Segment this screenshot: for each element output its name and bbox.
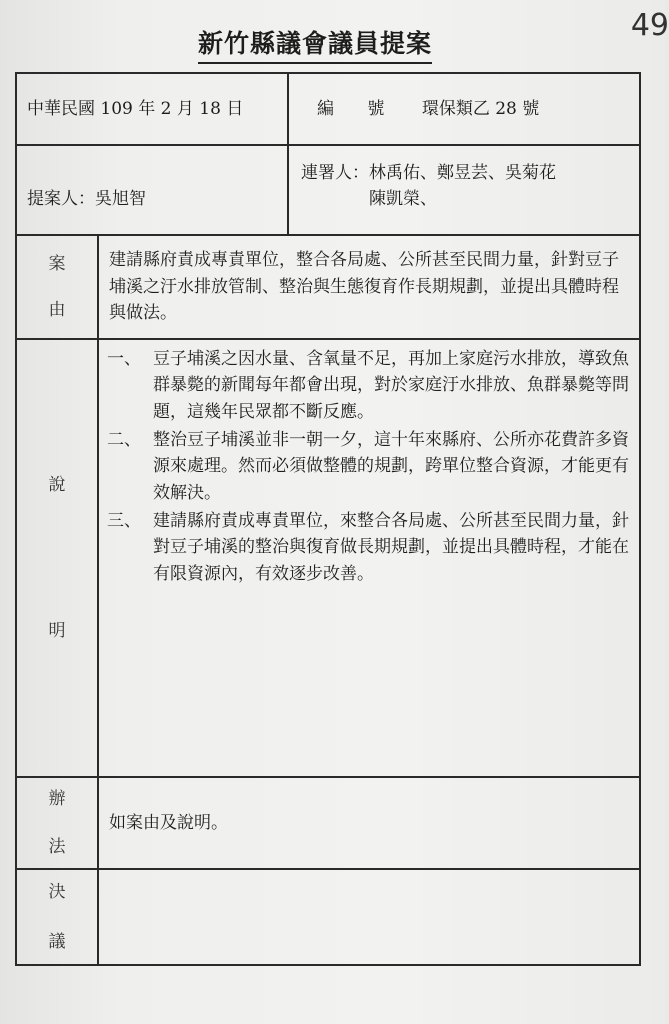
proposer-label: 提案人： bbox=[27, 188, 95, 209]
explanation-row bbox=[16, 339, 640, 777]
item-text: 豆子埔溪之因水量、含氧量不足，再加上家庭污水排放，導致魚群暴斃的新聞每年都會出現，對於家庭汙水排放、魚群暴斃等問題，這幾年民眾都不斷反應。 bbox=[153, 349, 629, 422]
explanation-item bbox=[107, 508, 629, 587]
reason-label-top: 案 bbox=[48, 253, 66, 274]
resolution-label-bottom: 議 bbox=[48, 932, 66, 952]
explanation-item bbox=[107, 427, 629, 506]
item-number: 三、 bbox=[107, 511, 141, 532]
number-label: 編 號 bbox=[317, 98, 399, 119]
explanation-item bbox=[107, 346, 629, 425]
cosigners-label: 連署人： bbox=[301, 163, 370, 183]
number-cell bbox=[288, 73, 640, 145]
method-label-bottom: 法 bbox=[48, 837, 66, 857]
proposer-cell bbox=[16, 145, 288, 235]
number-value: 環保類乙 28 號 bbox=[421, 98, 540, 119]
resolution-text bbox=[98, 869, 640, 965]
proposer-row bbox=[16, 145, 640, 235]
page-number: 49 bbox=[630, 8, 669, 43]
resolution-label-top: 決 bbox=[48, 881, 66, 902]
page-title: 新竹縣議會議員提案 bbox=[198, 24, 432, 64]
cosigners-cell bbox=[288, 145, 640, 235]
proposer-name: 吳旭智 bbox=[95, 188, 146, 209]
method-label-top: 辦 bbox=[48, 788, 66, 809]
reason-row bbox=[16, 235, 640, 339]
method-row bbox=[16, 777, 640, 869]
item-text: 建請縣府責成專責單位，來整合各局處、公所甚至民間力量，針對豆子埔溪的整治與復育做長期規劃，並提出具體時程，才能在有限資源內，有效逐步改善。 bbox=[153, 511, 629, 584]
method-text: 如案由及說明。 bbox=[98, 777, 640, 869]
resolution-label bbox=[16, 869, 98, 965]
method-label bbox=[16, 777, 98, 869]
resolution-row bbox=[16, 869, 640, 965]
date-number-row bbox=[16, 73, 640, 145]
explanation-label bbox=[16, 339, 98, 777]
reason-label-bottom: 由 bbox=[48, 300, 66, 320]
date-cell bbox=[16, 73, 288, 145]
cosigners-line-1: 林禹佑、鄭昱芸、吳菊花 bbox=[369, 163, 557, 183]
reason-label bbox=[16, 235, 98, 339]
proposal-date: 中華民國 109 年 2 月 18 日 bbox=[27, 98, 244, 119]
explanation-label-bottom: 明 bbox=[48, 621, 66, 641]
item-number: 一、 bbox=[107, 349, 141, 369]
cosigners-line-2: 陳凱榮、 bbox=[369, 189, 438, 210]
explanation-content bbox=[98, 339, 640, 777]
item-text: 整治豆子埔溪並非一朝一夕，這十年來縣府、公所亦花費許多資源來處理。然而必須做整體的規劃，跨單位整合資源，才能更有效解決。 bbox=[153, 430, 629, 503]
proposal-form-table bbox=[15, 72, 641, 966]
item-number: 二、 bbox=[107, 430, 141, 451]
reason-text: 建請縣府責成專責單位，整合各局處、公所甚至民間力量，針對豆子埔溪之汙水排放管制、整治與生態復育作長期規劃，並提出具體時程與做法。 bbox=[98, 235, 640, 339]
explanation-label-top: 說 bbox=[48, 474, 66, 495]
